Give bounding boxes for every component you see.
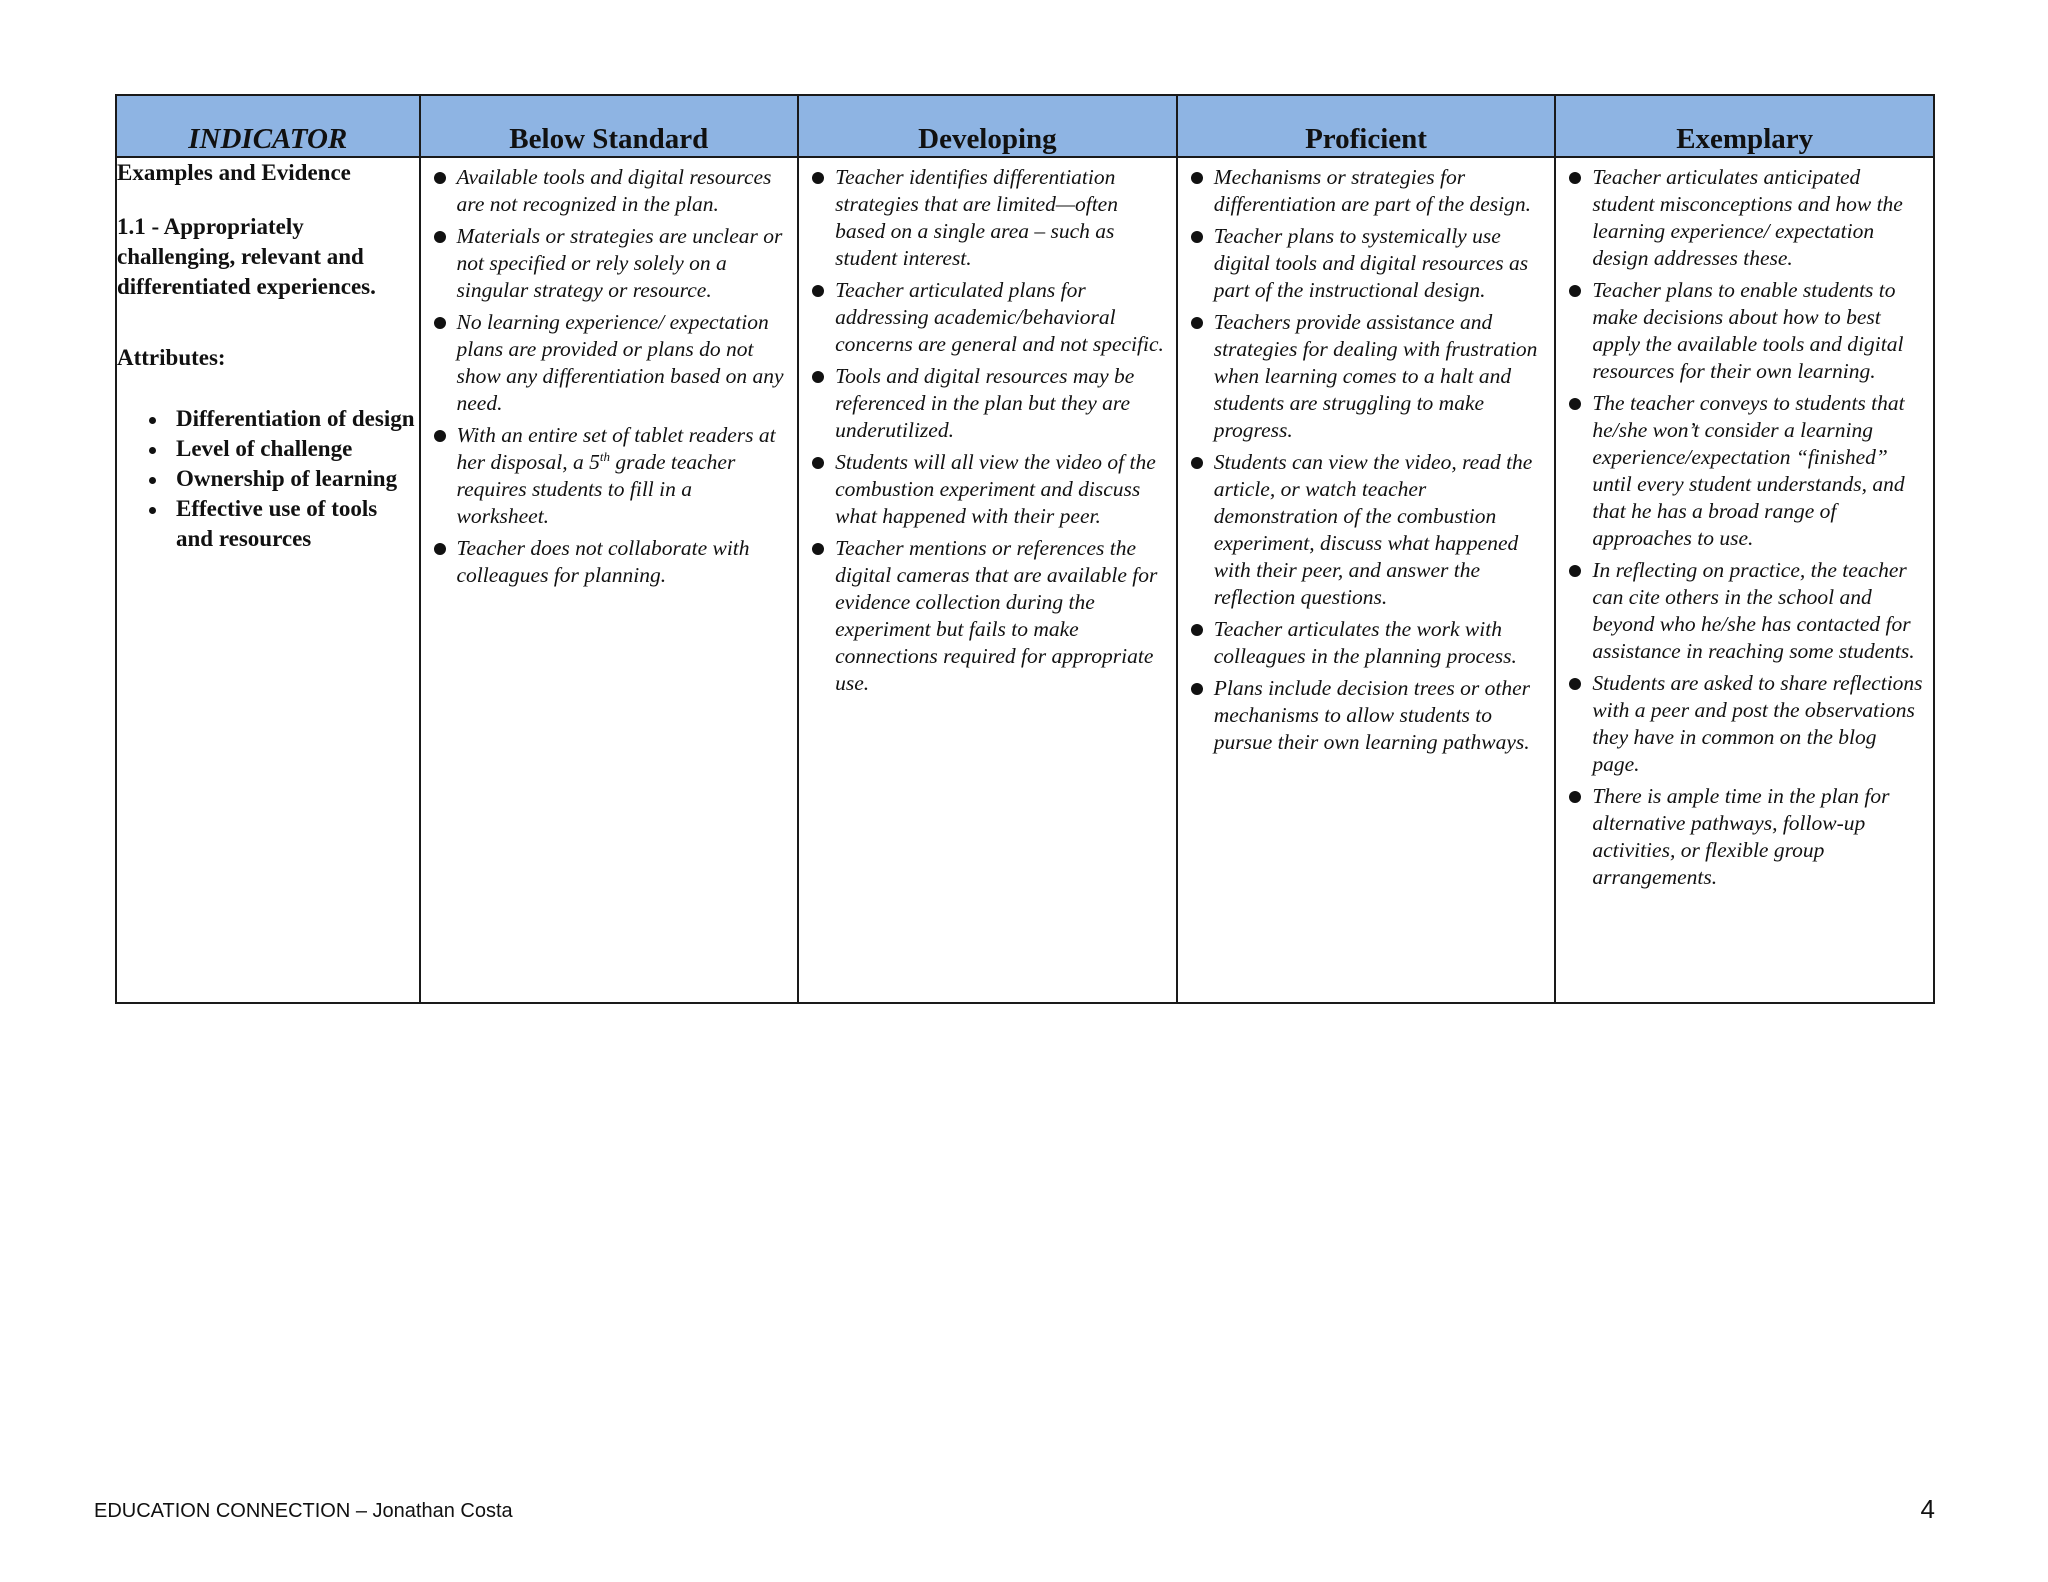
- bullet-icon: [812, 371, 824, 383]
- rubric-table: [115, 94, 1935, 1004]
- attribute-item: [147, 464, 419, 494]
- item-text: Materials or strategies are unclear or not specified or rely solely on a singular strategy or resource.: [456, 224, 783, 302]
- examples-evidence-label: Examples and Evidence: [117, 160, 351, 185]
- list-item: [1190, 164, 1547, 218]
- list-item: [433, 164, 790, 218]
- rubric-row: [116, 157, 1934, 1003]
- bullet-icon: [812, 285, 824, 297]
- footer-text: EDUCATION CONNECTION – Jonathan Costa: [94, 1500, 513, 1522]
- list-item: [811, 363, 1168, 444]
- attribute-item: [147, 434, 419, 464]
- attribute-item: [147, 404, 419, 434]
- list-item: [811, 277, 1168, 358]
- list-item: [1568, 390, 1925, 552]
- list-item: [811, 449, 1168, 530]
- bullet-icon: [1191, 457, 1203, 469]
- list-item: [1568, 557, 1925, 665]
- list-item: [1190, 449, 1547, 611]
- bullet-icon: [1569, 678, 1581, 690]
- item-text: Teachers provide assistance and strategies for dealing with frustration when learning comes to a halt and students are struggling to make progress.: [1213, 310, 1538, 442]
- bullet-icon: [812, 172, 824, 184]
- bullet-icon: [434, 317, 446, 329]
- developing-cell: [798, 157, 1177, 1003]
- attributes-list: [117, 404, 419, 554]
- proficient-cell: [1177, 157, 1556, 1003]
- item-text: Teacher articulates the work with colleagues in the planning process.: [1213, 617, 1517, 668]
- bullet-icon: [149, 447, 156, 454]
- exemplary-cell: [1555, 157, 1934, 1003]
- bullet-icon: [149, 477, 156, 484]
- list-item: [433, 309, 790, 417]
- item-text-after-sup: grade teacher requires students to fill in a worksheet.: [456, 450, 736, 528]
- header-exemplary: Exemplary: [1555, 95, 1934, 157]
- ordinal-suffix: th: [599, 448, 610, 464]
- list-item: [433, 223, 790, 304]
- attribute-item: [147, 494, 419, 554]
- proficient-list: [1178, 158, 1555, 756]
- list-item: [1568, 783, 1925, 891]
- list-item: [433, 422, 790, 530]
- item-text: Teacher does not collaborate with colleagues for planning.: [456, 536, 750, 587]
- bullet-icon: [434, 172, 446, 184]
- bullet-icon: [434, 231, 446, 243]
- header-indicator: INDICATOR: [116, 95, 420, 157]
- page-number: 4: [1920, 1494, 1935, 1524]
- item-text-before-sup: With an entire set of tablet readers at her disposal, a 5: [456, 423, 776, 474]
- item-text: Mechanisms or strategies for differentiation are part of the design.: [1213, 165, 1532, 216]
- header-developing: Developing: [798, 95, 1177, 157]
- bullet-icon: [1569, 791, 1581, 803]
- attribute-text: Effective use of tools and resources: [176, 496, 378, 551]
- bullet-icon: [1191, 683, 1203, 695]
- header-row: [116, 95, 1934, 157]
- bullet-icon: [1191, 231, 1203, 243]
- item-text: Students will all view the video of the combustion experiment and discuss what happened with their peer.: [835, 450, 1156, 528]
- list-item: [1190, 675, 1547, 756]
- bullet-icon: [434, 543, 446, 555]
- list-item: [1568, 670, 1925, 778]
- bullet-icon: [1191, 172, 1203, 184]
- below-standard-list: [421, 158, 798, 589]
- item-text: Teacher plans to systemically use digital tools and digital resources as part of the instructional design.: [1213, 224, 1529, 302]
- item-text: Teacher mentions or references the digital cameras that are available for evidence collection during the experiment but fails to make connections required for appropriate use.: [835, 536, 1158, 695]
- indicator-cell: [116, 157, 420, 1003]
- item-text: In reflecting on practice, the teacher can cite others in the school and beyond who he/she has contacted for assistance in reaching some students.: [1592, 558, 1915, 663]
- bullet-icon: [149, 507, 156, 514]
- list-item: [1190, 309, 1547, 444]
- item-text: Teacher plans to enable students to make decisions about how to best apply the available tools and digital resources for their own learning.: [1592, 278, 1904, 383]
- bullet-icon: [1569, 398, 1581, 410]
- standard-title: 1.1 - Appropriately challenging, relevant and differentiated experiences.: [117, 214, 376, 299]
- bullet-icon: [812, 543, 824, 555]
- list-item: [811, 164, 1168, 272]
- exemplary-list: [1556, 158, 1933, 891]
- bullet-icon: [812, 457, 824, 469]
- list-item: [1190, 223, 1547, 304]
- item-text: Students can view the video, read the article, or watch teacher demonstration of the combustion experiment, discuss what happened with their peer, and answer the reflection questions.: [1213, 450, 1533, 609]
- item-text: Tools and digital resources may be referenced in the plan but they are underutilized.: [835, 364, 1135, 442]
- below-standard-cell: [420, 157, 799, 1003]
- item-text: Students are asked to share reflections with a peer and post the observations they have in common on the blog page.: [1592, 671, 1923, 776]
- item-text: Plans include decision trees or other mechanisms to allow students to pursue their own learning pathways.: [1213, 676, 1530, 754]
- list-item: [811, 535, 1168, 697]
- item-text: Available tools and digital resources are not recognized in the plan.: [456, 165, 772, 216]
- list-item: [1190, 616, 1547, 670]
- item-text: No learning experience/ expectation plans are provided or plans do not show any differentiation based on any need.: [456, 310, 784, 415]
- item-text: Teacher articulates anticipated student misconceptions and how the learning experience/ expectation design addresses these.: [1592, 165, 1903, 270]
- bullet-icon: [434, 430, 446, 442]
- attribute-text: Level of challenge: [176, 436, 353, 461]
- bullet-icon: [1569, 565, 1581, 577]
- bullet-icon: [149, 417, 156, 424]
- developing-list: [799, 158, 1176, 697]
- bullet-icon: [1191, 624, 1203, 636]
- attribute-text: Ownership of learning: [176, 466, 398, 491]
- header-below-standard: Below Standard: [420, 95, 799, 157]
- item-text: The teacher conveys to students that he/she won’t consider a learning experience/expectation “finished” until every student understands, and that he has a broad range of approaches to use.: [1592, 391, 1905, 550]
- list-item: [433, 535, 790, 589]
- list-item: [1568, 164, 1925, 272]
- item-text: Teacher articulated plans for addressing academic/behavioral concerns are general and not specific.: [835, 278, 1164, 356]
- bullet-icon: [1569, 172, 1581, 184]
- bullet-icon: [1191, 317, 1203, 329]
- list-item: [1568, 277, 1925, 385]
- bullet-icon: [1569, 285, 1581, 297]
- attribute-text: Differentiation of design: [176, 406, 415, 431]
- attributes-label: Attributes:: [117, 345, 226, 370]
- header-proficient: Proficient: [1177, 95, 1556, 157]
- item-text: There is ample time in the plan for alternative pathways, follow-up activities, or flexible group arrangements.: [1592, 784, 1890, 889]
- item-text: Teacher identifies differentiation strategies that are limited—often based on a single area – such as student interest.: [835, 165, 1118, 270]
